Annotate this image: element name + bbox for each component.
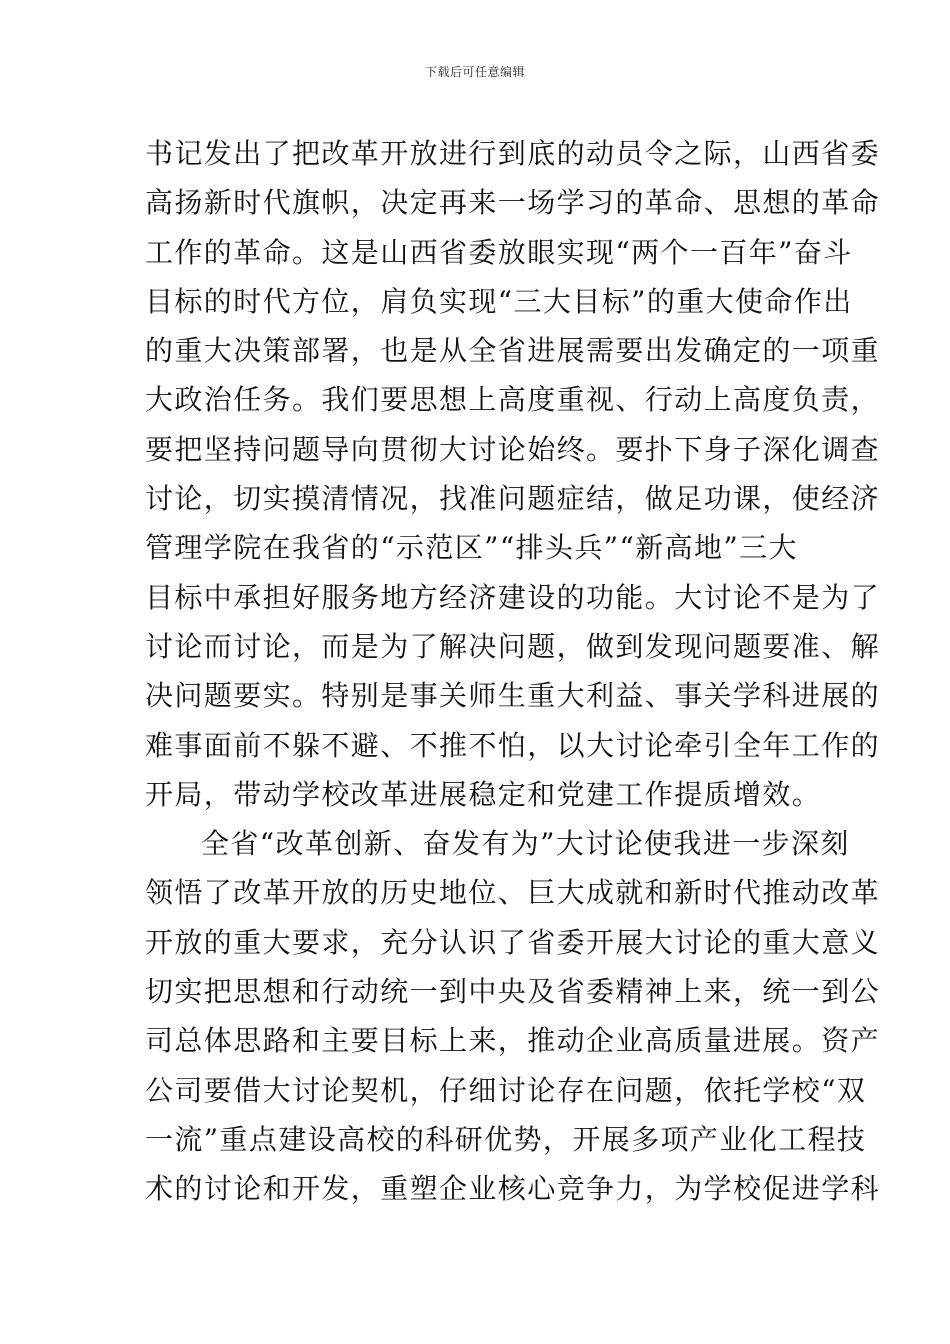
paragraph-line: 司总体思路和主要目标上来，推动企业高质量进展。资产 xyxy=(145,1024,881,1058)
paragraph-line: 工作的革命。这是山西省委放眼实现“两个一百年”奋斗 xyxy=(145,235,853,269)
paragraph-line: 管理学院在我省的“示范区”“排头兵”“新高地”三大 xyxy=(145,531,798,565)
paragraph-line: 术的讨论和开发，重塑企业核心竞争力，为学校促进学科 xyxy=(145,1172,881,1206)
paragraph-line: 目标的时代方位，肩负实现“三大目标”的重大使命作出 xyxy=(145,284,853,318)
paragraph-line: 高扬新时代旗帜，决定再来一场学习的革命、思想的革命 xyxy=(145,186,881,220)
paragraph-line: 领悟了改革开放的历史地位、巨大成就和新时代推动改革 xyxy=(145,876,881,910)
paragraph-line: 的重大决策部署，也是从全省进展需要出发确定的一项重 xyxy=(145,334,881,368)
paragraph-line: 大政治任务。我们要思想上高度重视、行动上高度负责， xyxy=(145,383,881,417)
paragraph-line: 要把坚持问题导向贯彻大讨论始终。要扑下身子深化调查 xyxy=(145,432,881,466)
paragraph-line: 难事面前不躲不避、不推不怕，以大讨论牵引全年工作的 xyxy=(145,728,881,762)
paragraph-line: 目标中承担好服务地方经济建设的功能。大讨论不是为了 xyxy=(145,580,881,614)
paragraph-line: 讨论，切实摸清情况，找准问题症结，做足功课，使经济 xyxy=(145,482,881,516)
paragraph-1 xyxy=(145,129,881,819)
paragraph-line: 开局，带动学校改革进展稳定和党建工作提质增效。 xyxy=(145,777,822,811)
paragraph-line: 全省“改革创新、奋发有为”大讨论使我进一步深刻 xyxy=(201,827,850,861)
paragraph-line: 一流”重点建设高校的科研优势，开展多项产业化工程技 xyxy=(145,1122,867,1156)
paragraph-line: 书记发出了把改革开放进行到底的动员令之际，山西省委 xyxy=(145,137,881,170)
paragraph-line: 开放的重大要求，充分认识了省委开展大讨论的重大意义 xyxy=(145,925,881,959)
paragraph-line: 公司要借大讨论契机，仔细讨论存在问题，依托学校“双 xyxy=(145,1073,867,1107)
document-body xyxy=(145,129,881,1214)
paragraph-2 xyxy=(145,819,881,1213)
paragraph-line: 讨论而讨论，而是为了解决问题，做到发现问题要准、解 xyxy=(145,629,881,663)
paragraph-line: 切实把思想和行动统一到中央及省委精神上来，统一到公 xyxy=(145,975,881,1009)
paragraph-line: 决问题要实。特别是事关师生重大利益、事关学科进展的 xyxy=(145,679,881,713)
page-header: 下载后可任意编辑 xyxy=(424,65,525,79)
